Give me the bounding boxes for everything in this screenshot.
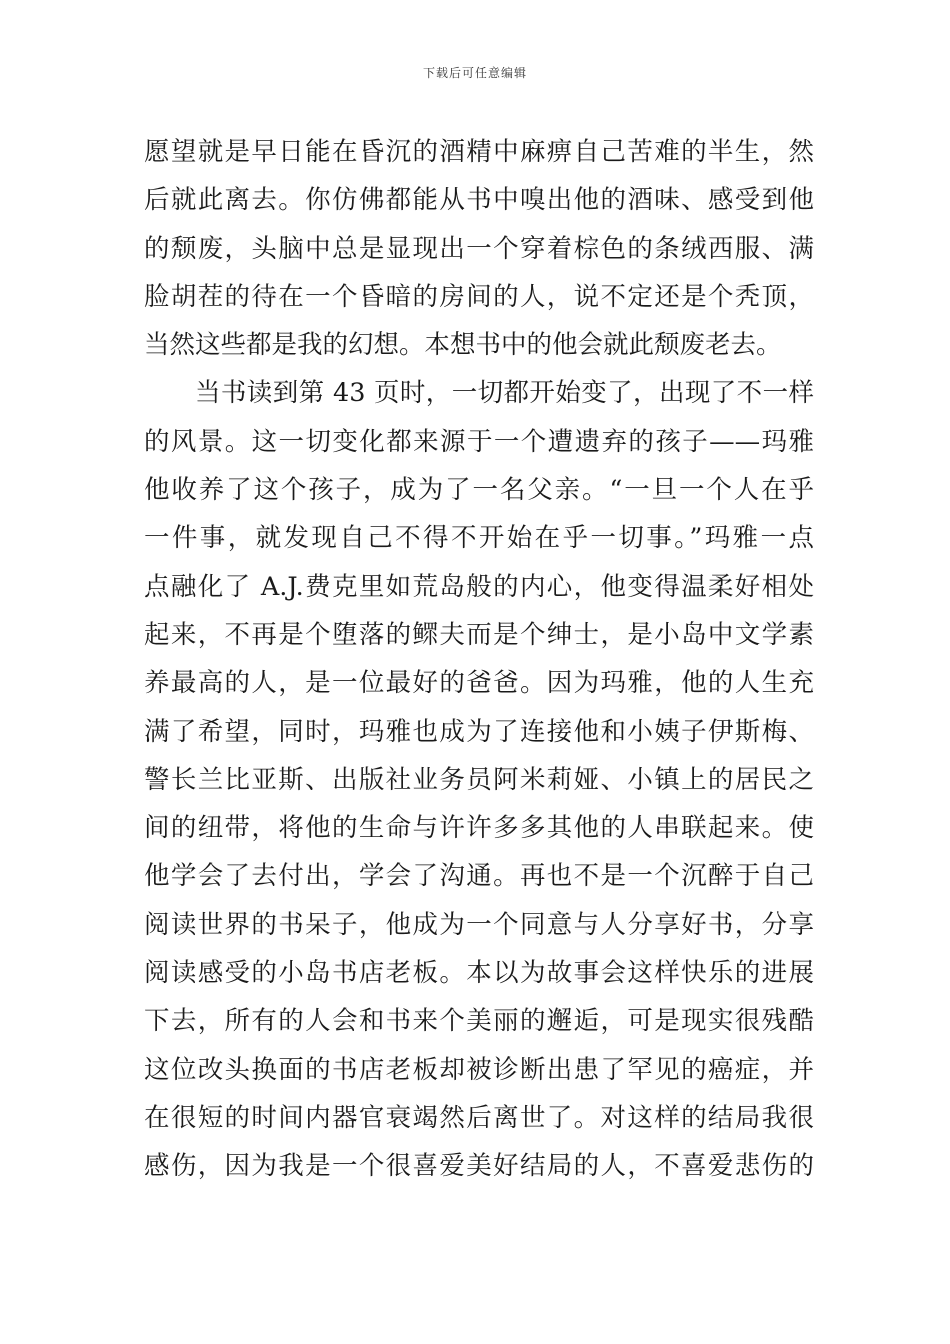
text-line: 后就此离去。你仿佛都能从书中嗅出他的酒味、感受到他 [144, 185, 814, 216]
text-line: 下去，所有的人会和书来个美丽的邂逅，可是现实很残酷 [144, 1006, 814, 1037]
text-line: 愿望就是早日能在昏沉的酒精中麻痹自己苦难的半生，然 [144, 137, 814, 167]
text-line: 当然这些都是我的幻想。本想书中的他会就此颓废老去。 [144, 330, 782, 361]
document-body [144, 128, 814, 1191]
text-line: 警长兰比亚斯、出版社业务员阿米莉娅、小镇上的居民之 [144, 764, 814, 795]
text-line: 他学会了去付出，学会了沟通。再也不是一个沉醉于自己 [144, 861, 814, 892]
text-line: 脸胡茬的待在一个昏暗的房间的人，说不定还是个秃顶， [144, 281, 814, 312]
text-line: 阅读世界的书呆子，他成为一个同意与人分享好书，分享 [144, 909, 814, 940]
text-line: 满了希望，同时，玛雅也成为了连接他和小姨子伊斯梅、 [144, 716, 814, 747]
text-line: 在很短的时间内器官衰竭然后离世了。对这样的结局我很 [144, 1102, 814, 1133]
text-line: 点融化了 A.J.费克里如荒岛般的内心，他变得温柔好相处 [144, 571, 814, 602]
text-line: 阅读感受的小岛书店老板。本以为故事会这样快乐的进展 [144, 958, 814, 989]
text-line: 的颓废，头脑中总是显现出一个穿着棕色的条绒西服、满 [144, 233, 814, 264]
text-line: 这位改头换面的书店老板却被诊断出患了罕见的癌症，并 [144, 1054, 814, 1085]
text-line: 养最高的人，是一位最好的爸爸。因为玛雅，他的人生充 [144, 668, 814, 699]
text-line: 起来，不再是个堕落的鳏夫而是个绅士，是小岛中文学素 [144, 619, 814, 650]
text-line: 一件事，就发现自己不得不开始在乎一切事。”玛雅一点 [144, 523, 814, 554]
text-line: 感伤，因为我是一个很喜爱美好结局的人，不喜爱悲伤的 [144, 1151, 814, 1182]
text-line: 当书读到第 43 页时，一切都开始变了，出现了不一样 [195, 378, 814, 409]
text-line: 的风景。这一切变化都来源于一个遭遗弃的孩子——玛雅 [144, 426, 814, 457]
page-header: 下载后可任意编辑 [422, 66, 527, 80]
text-line: 他收养了这个孩子，成为了一名父亲。“一旦一个人在乎 [144, 475, 814, 506]
text-line: 间的纽带，将他的生命与许许多多其他的人串联起来。使 [144, 813, 814, 844]
